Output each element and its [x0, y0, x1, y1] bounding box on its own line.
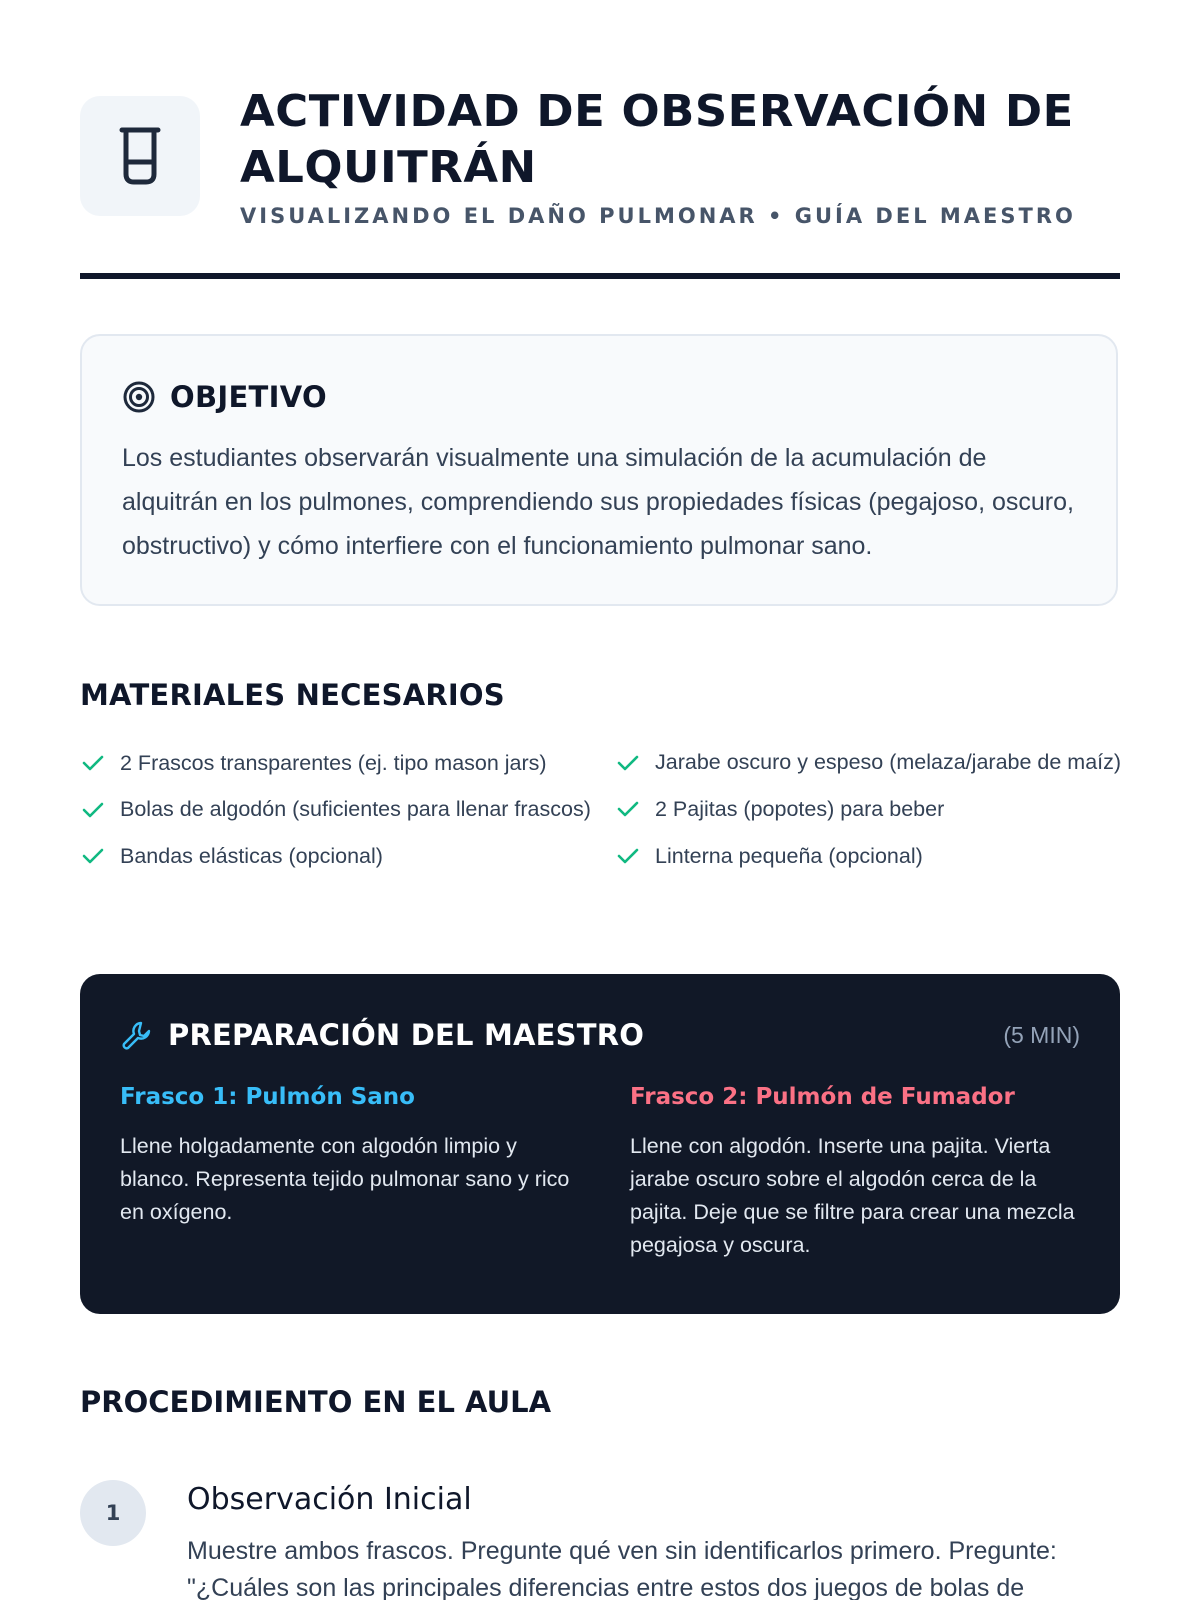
list-item — [80, 746, 600, 780]
materials-title: MATERIALES NECESARIOS — [80, 678, 505, 712]
list-item — [80, 839, 600, 873]
objective-title: OBJETIVO — [170, 380, 327, 414]
step-title: Observación Inicial — [187, 1482, 472, 1517]
header-divider — [80, 273, 1120, 279]
target-icon — [122, 380, 156, 414]
page-title: ACTIVIDAD DE OBSERVACIÓN DE ALQUITRÁN — [240, 86, 1074, 193]
prep-title: PREPARACIÓN DEL MAESTRO — [168, 1018, 645, 1052]
materials-list-left — [80, 746, 600, 886]
material-label: Linterna pequeña (opcional) — [655, 843, 923, 868]
prep-duration: (5 MIN) — [1003, 1021, 1080, 1048]
list-item — [615, 839, 1125, 873]
check-icon — [615, 846, 641, 866]
objective-text: Los estudiantes observarán visualmente una simulación de la acumulación de alquitrán en los pulmones, comprendiendo sus propiedades físicas (pegajoso, oscuro, obstructivo) y cómo interfiere con el funcionamiento pulmonar sano. — [122, 444, 1074, 560]
material-label: 2 Pajitas (popotes) para beber — [655, 796, 945, 821]
wrench-icon — [120, 1018, 154, 1052]
check-icon — [80, 800, 106, 820]
logo-tile — [80, 96, 200, 216]
check-icon — [80, 846, 106, 866]
check-icon — [615, 799, 641, 819]
material-label: Bolas de algodón (suficientes para llenar frascos) — [120, 797, 591, 821]
jar1-text: Llene holgadamente con algodón limpio y blanco. Representa tejido pulmonar sano y rico en oxígeno. — [120, 1134, 570, 1224]
list-item — [615, 746, 1125, 779]
objective-card — [80, 334, 1118, 606]
procedure-title: PROCEDIMIENTO EN EL AULA — [80, 1385, 552, 1419]
materials-list-right — [615, 746, 1125, 886]
jar1-title: Frasco 1: Pulmón Sano — [120, 1084, 415, 1110]
check-icon — [615, 753, 641, 773]
jar2-text: Llene con algodón. Inserte una pajita. Vierta jarabe oscuro sobre el algodón cerca de la pajita. Deje que se filtre para crear una mezcla pegajosa y oscura. — [630, 1134, 1075, 1257]
check-icon — [80, 753, 106, 773]
step-text: Muestre ambos frascos. Pregunte qué ven sin identificarlos primero. Pregunte: "¿Cuáles son las principales diferencias entre estos dos juegos de bolas de — [187, 1537, 1057, 1600]
jar1-column — [120, 1084, 570, 1262]
jar2-column — [630, 1084, 1080, 1262]
list-item — [615, 792, 1125, 826]
page-subtitle: VISUALIZANDO EL DAÑO PULMONAR • GUÍA DEL MAESTRO — [240, 204, 1076, 228]
jar2-title: Frasco 2: Pulmón de Fumador — [630, 1084, 1015, 1110]
list-item — [80, 793, 600, 826]
material-label: Jarabe oscuro y espeso (melaza/jarabe de maíz) — [655, 750, 1122, 774]
beaker-icon — [116, 126, 164, 186]
material-label: Bandas elásticas (opcional) — [120, 843, 383, 868]
material-label: 2 Frascos transparentes (ej. tipo mason jars) — [120, 750, 547, 775]
teacher-prep-panel — [80, 974, 1120, 1314]
step-number-badge: 1 — [80, 1480, 146, 1546]
